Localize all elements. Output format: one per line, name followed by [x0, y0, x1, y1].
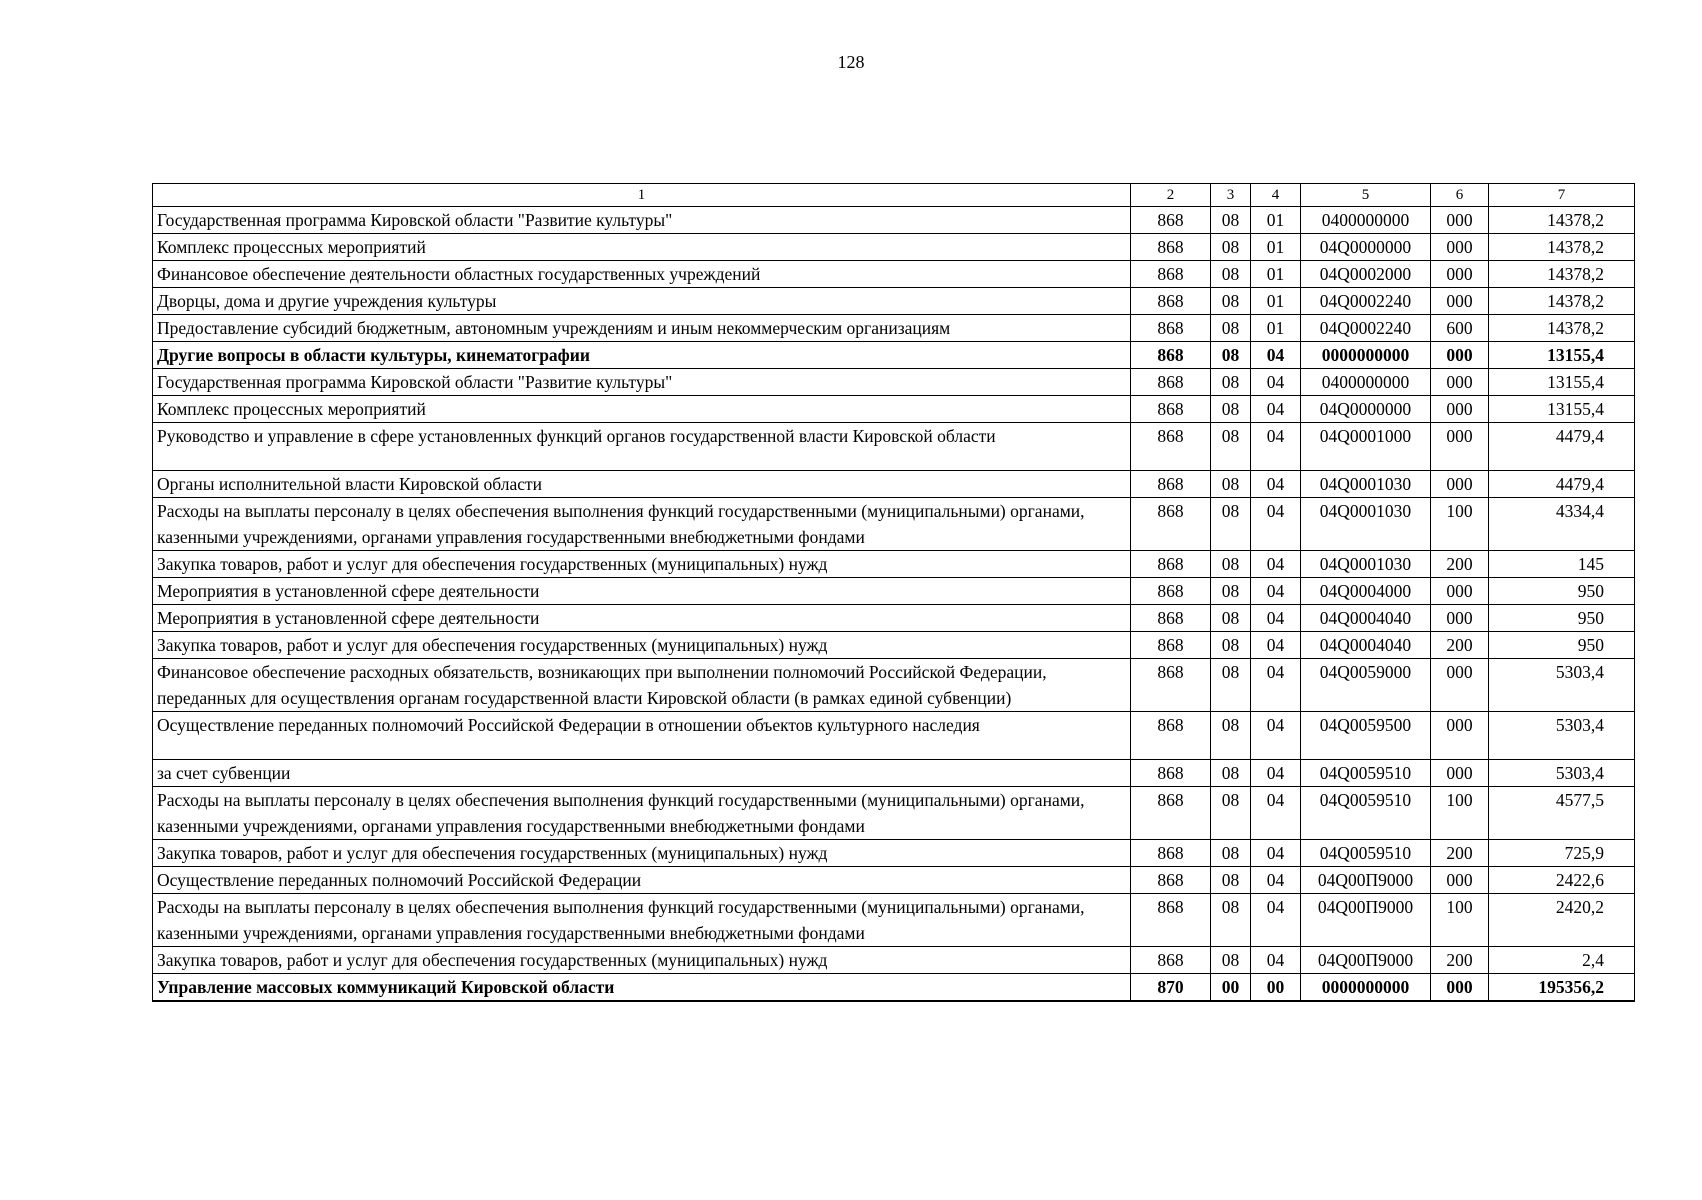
- row-subsection-cell: 04: [1251, 840, 1301, 867]
- row-amount-cell: 2,4: [1489, 947, 1635, 974]
- row-expense-type-cell: 100: [1431, 787, 1489, 840]
- header-cell-amount: 7: [1489, 184, 1635, 207]
- row-ministry-cell: 868: [1131, 578, 1211, 605]
- row-ministry-cell: 868: [1131, 288, 1211, 315]
- row-subsection-cell: 04: [1251, 867, 1301, 894]
- row-name-cell: Расходы на выплаты персоналу в целях обеспечения выполнения функций государственными (муниципальными) органами, казенными учреждениями, органами управления государственными внебюджетными фондами: [153, 498, 1131, 551]
- row-ministry-cell: 868: [1131, 712, 1211, 760]
- row-ministry-cell: 870: [1131, 974, 1211, 1002]
- table-row: [153, 315, 1635, 342]
- table-row: [153, 974, 1635, 1002]
- row-subsection-cell: 04: [1251, 632, 1301, 659]
- row-name-cell: Комплекс процессных мероприятий: [153, 396, 1131, 423]
- table-row: [153, 423, 1635, 471]
- table-row: [153, 947, 1635, 974]
- row-subsection-cell: 04: [1251, 659, 1301, 712]
- row-ministry-cell: 868: [1131, 632, 1211, 659]
- row-target-article-cell: 04Q0001000: [1301, 423, 1431, 471]
- row-ministry-cell: 868: [1131, 894, 1211, 947]
- table-row: [153, 787, 1635, 840]
- row-subsection-cell: 04: [1251, 342, 1301, 369]
- row-amount-cell: 14378,2: [1489, 315, 1635, 342]
- row-amount-cell: 2422,6: [1489, 867, 1635, 894]
- row-section-cell: 08: [1211, 867, 1251, 894]
- row-ministry-cell: 868: [1131, 605, 1211, 632]
- row-section-cell: 08: [1211, 578, 1251, 605]
- row-ministry-cell: 868: [1131, 498, 1211, 551]
- row-ministry-cell: 868: [1131, 207, 1211, 234]
- table-header-row: [153, 184, 1635, 207]
- row-ministry-cell: 868: [1131, 396, 1211, 423]
- row-expense-type-cell: 000: [1431, 760, 1489, 787]
- row-expense-type-cell: 000: [1431, 471, 1489, 498]
- row-amount-cell: 4334,4: [1489, 498, 1635, 551]
- row-target-article-cell: 0400000000: [1301, 207, 1431, 234]
- row-target-article-cell: 04Q0002240: [1301, 288, 1431, 315]
- row-name-cell: Мероприятия в установленной сфере деятельности: [153, 605, 1131, 632]
- row-ministry-cell: 868: [1131, 840, 1211, 867]
- row-expense-type-cell: 000: [1431, 974, 1489, 1002]
- row-target-article-cell: 04Q0059000: [1301, 659, 1431, 712]
- row-subsection-cell: 01: [1251, 288, 1301, 315]
- row-expense-type-cell: 100: [1431, 894, 1489, 947]
- row-subsection-cell: 00: [1251, 974, 1301, 1002]
- row-target-article-cell: 0000000000: [1301, 342, 1431, 369]
- row-expense-type-cell: 600: [1431, 315, 1489, 342]
- row-subsection-cell: 04: [1251, 423, 1301, 471]
- row-section-cell: 08: [1211, 234, 1251, 261]
- row-name-cell: Расходы на выплаты персоналу в целях обеспечения выполнения функций государственными (муниципальными) органами, казенными учреждениями, органами управления государственными внебюджетными фондами: [153, 894, 1131, 947]
- row-amount-cell: 4479,4: [1489, 423, 1635, 471]
- row-section-cell: 08: [1211, 605, 1251, 632]
- row-amount-cell: 13155,4: [1489, 342, 1635, 369]
- row-name-cell: Осуществление переданных полномочий Российской Федерации: [153, 867, 1131, 894]
- row-target-article-cell: 04Q00П9000: [1301, 947, 1431, 974]
- header-cell-target-article: 5: [1301, 184, 1431, 207]
- row-section-cell: 00: [1211, 974, 1251, 1002]
- table-row: [153, 551, 1635, 578]
- table-row: [153, 712, 1635, 760]
- row-expense-type-cell: 000: [1431, 712, 1489, 760]
- row-expense-type-cell: 000: [1431, 867, 1489, 894]
- row-target-article-cell: 04Q0000000: [1301, 234, 1431, 261]
- row-expense-type-cell: 000: [1431, 234, 1489, 261]
- row-amount-cell: 4577,5: [1489, 787, 1635, 840]
- row-target-article-cell: 04Q0004040: [1301, 605, 1431, 632]
- page-number: 128: [837, 52, 865, 72]
- row-expense-type-cell: 200: [1431, 551, 1489, 578]
- row-amount-cell: 14378,2: [1489, 261, 1635, 288]
- row-section-cell: 08: [1211, 632, 1251, 659]
- row-ministry-cell: 868: [1131, 315, 1211, 342]
- row-expense-type-cell: 200: [1431, 632, 1489, 659]
- row-amount-cell: 13155,4: [1489, 396, 1635, 423]
- row-expense-type-cell: 000: [1431, 288, 1489, 315]
- table-row: [153, 342, 1635, 369]
- row-amount-cell: 2420,2: [1489, 894, 1635, 947]
- row-target-article-cell: 04Q0001030: [1301, 498, 1431, 551]
- row-amount-cell: 950: [1489, 578, 1635, 605]
- row-section-cell: 08: [1211, 396, 1251, 423]
- row-target-article-cell: 04Q0059500: [1301, 712, 1431, 760]
- row-section-cell: 08: [1211, 261, 1251, 288]
- row-subsection-cell: 04: [1251, 712, 1301, 760]
- table-row: [153, 207, 1635, 234]
- row-name-cell: Закупка товаров, работ и услуг для обеспечения государственных (муниципальных) нужд: [153, 551, 1131, 578]
- row-expense-type-cell: 000: [1431, 578, 1489, 605]
- row-name-cell: Управление массовых коммуникаций Кировской области: [153, 974, 1131, 1002]
- row-amount-cell: 5303,4: [1489, 659, 1635, 712]
- row-target-article-cell: 04Q00П9000: [1301, 894, 1431, 947]
- row-name-cell: Органы исполнительной власти Кировской области: [153, 471, 1131, 498]
- row-subsection-cell: 04: [1251, 760, 1301, 787]
- row-name-cell: Закупка товаров, работ и услуг для обеспечения государственных (муниципальных) нужд: [153, 632, 1131, 659]
- row-section-cell: 08: [1211, 315, 1251, 342]
- table-row: [153, 498, 1635, 551]
- row-amount-cell: 950: [1489, 632, 1635, 659]
- row-ministry-cell: 868: [1131, 947, 1211, 974]
- row-amount-cell: 195356,2: [1489, 974, 1635, 1002]
- row-name-cell: Государственная программа Кировской области "Развитие культуры": [153, 207, 1131, 234]
- row-subsection-cell: 04: [1251, 605, 1301, 632]
- row-target-article-cell: 04Q0004040: [1301, 632, 1431, 659]
- row-ministry-cell: 868: [1131, 234, 1211, 261]
- row-subsection-cell: 04: [1251, 787, 1301, 840]
- row-section-cell: 08: [1211, 342, 1251, 369]
- table-row: [153, 867, 1635, 894]
- row-amount-cell: 145: [1489, 551, 1635, 578]
- table-row: [153, 396, 1635, 423]
- row-name-cell: Финансовое обеспечение расходных обязательств, возникающих при выполнении полномочий Российской Федерации, переданных для осуществления органам государственной власти Кировской области (в рамках единой субвенции): [153, 659, 1131, 712]
- row-section-cell: 08: [1211, 894, 1251, 947]
- header-cell-subsection: 4: [1251, 184, 1301, 207]
- table-row: [153, 471, 1635, 498]
- row-expense-type-cell: 000: [1431, 396, 1489, 423]
- row-subsection-cell: 01: [1251, 261, 1301, 288]
- row-expense-type-cell: 100: [1431, 498, 1489, 551]
- row-target-article-cell: 04Q0001030: [1301, 471, 1431, 498]
- row-subsection-cell: 04: [1251, 498, 1301, 551]
- row-section-cell: 08: [1211, 288, 1251, 315]
- row-subsection-cell: 04: [1251, 894, 1301, 947]
- row-amount-cell: 14378,2: [1489, 234, 1635, 261]
- row-amount-cell: 13155,4: [1489, 369, 1635, 396]
- row-section-cell: 08: [1211, 207, 1251, 234]
- row-section-cell: 08: [1211, 498, 1251, 551]
- row-section-cell: 08: [1211, 840, 1251, 867]
- row-expense-type-cell: 000: [1431, 342, 1489, 369]
- header-cell-section: 3: [1211, 184, 1251, 207]
- row-section-cell: 08: [1211, 471, 1251, 498]
- header-cell-name: 1: [153, 184, 1131, 207]
- table-row: [153, 760, 1635, 787]
- row-name-cell: Финансовое обеспечение деятельности областных государственных учреждений: [153, 261, 1131, 288]
- row-amount-cell: 4479,4: [1489, 471, 1635, 498]
- row-target-article-cell: 04Q0001030: [1301, 551, 1431, 578]
- row-amount-cell: 725,9: [1489, 840, 1635, 867]
- row-section-cell: 08: [1211, 551, 1251, 578]
- row-target-article-cell: 0000000000: [1301, 974, 1431, 1002]
- table-row: [153, 234, 1635, 261]
- row-subsection-cell: 04: [1251, 396, 1301, 423]
- row-section-cell: 08: [1211, 369, 1251, 396]
- row-amount-cell: 14378,2: [1489, 207, 1635, 234]
- row-expense-type-cell: 000: [1431, 659, 1489, 712]
- row-name-cell: Расходы на выплаты персоналу в целях обеспечения выполнения функций государственными (муниципальными) органами, казенными учреждениями, органами управления государственными внебюджетными фондами: [153, 787, 1131, 840]
- row-name-cell: Осуществление переданных полномочий Российской Федерации в отношении объектов культурного наследия: [153, 712, 1131, 760]
- row-expense-type-cell: 200: [1431, 947, 1489, 974]
- row-amount-cell: 950: [1489, 605, 1635, 632]
- table-row: [153, 605, 1635, 632]
- row-name-cell: Дворцы, дома и другие учреждения культуры: [153, 288, 1131, 315]
- row-section-cell: 08: [1211, 659, 1251, 712]
- table-row: [153, 261, 1635, 288]
- row-section-cell: 08: [1211, 947, 1251, 974]
- row-name-cell: Предоставление субсидий бюджетным, автономным учреждениям и иным некоммерческим организациям: [153, 315, 1131, 342]
- table-row: [153, 369, 1635, 396]
- row-section-cell: 08: [1211, 423, 1251, 471]
- header-cell-ministry: 2: [1131, 184, 1211, 207]
- row-expense-type-cell: 200: [1431, 840, 1489, 867]
- row-name-cell: Мероприятия в установленной сфере деятельности: [153, 578, 1131, 605]
- row-amount-cell: 14378,2: [1489, 288, 1635, 315]
- table-row: [153, 840, 1635, 867]
- row-ministry-cell: 868: [1131, 760, 1211, 787]
- row-expense-type-cell: 000: [1431, 423, 1489, 471]
- row-target-article-cell: 04Q0002240: [1301, 315, 1431, 342]
- header-cell-expense-type: 6: [1431, 184, 1489, 207]
- table-row: [153, 578, 1635, 605]
- row-target-article-cell: 04Q0000000: [1301, 396, 1431, 423]
- row-ministry-cell: 868: [1131, 261, 1211, 288]
- row-subsection-cell: 01: [1251, 207, 1301, 234]
- row-ministry-cell: 868: [1131, 471, 1211, 498]
- row-name-cell: Государственная программа Кировской области "Развитие культуры": [153, 369, 1131, 396]
- table-row: [153, 632, 1635, 659]
- row-amount-cell: 5303,4: [1489, 760, 1635, 787]
- row-name-cell: Закупка товаров, работ и услуг для обеспечения государственных (муниципальных) нужд: [153, 840, 1131, 867]
- row-name-cell: Закупка товаров, работ и услуг для обеспечения государственных (муниципальных) нужд: [153, 947, 1131, 974]
- row-name-cell: Руководство и управление в сфере установленных функций органов государственной власти Кировской области: [153, 423, 1131, 471]
- row-ministry-cell: 868: [1131, 659, 1211, 712]
- row-target-article-cell: 04Q0059510: [1301, 760, 1431, 787]
- row-ministry-cell: 868: [1131, 423, 1211, 471]
- row-expense-type-cell: 000: [1431, 605, 1489, 632]
- row-expense-type-cell: 000: [1431, 207, 1489, 234]
- budget-table: [152, 183, 1635, 1002]
- row-amount-cell: 5303,4: [1489, 712, 1635, 760]
- row-target-article-cell: 0400000000: [1301, 369, 1431, 396]
- row-target-article-cell: 04Q00П9000: [1301, 867, 1431, 894]
- row-ministry-cell: 868: [1131, 551, 1211, 578]
- row-section-cell: 08: [1211, 787, 1251, 840]
- row-subsection-cell: 01: [1251, 234, 1301, 261]
- row-subsection-cell: 01: [1251, 315, 1301, 342]
- row-subsection-cell: 04: [1251, 578, 1301, 605]
- row-subsection-cell: 04: [1251, 551, 1301, 578]
- row-subsection-cell: 04: [1251, 471, 1301, 498]
- table-row: [153, 288, 1635, 315]
- row-subsection-cell: 04: [1251, 947, 1301, 974]
- row-name-cell: за счет субвенции: [153, 760, 1131, 787]
- row-section-cell: 08: [1211, 760, 1251, 787]
- row-name-cell: Комплекс процессных мероприятий: [153, 234, 1131, 261]
- row-target-article-cell: 04Q0002000: [1301, 261, 1431, 288]
- table-row: [153, 894, 1635, 947]
- row-ministry-cell: 868: [1131, 787, 1211, 840]
- table-row: [153, 659, 1635, 712]
- row-target-article-cell: 04Q0004000: [1301, 578, 1431, 605]
- row-ministry-cell: 868: [1131, 369, 1211, 396]
- row-section-cell: 08: [1211, 712, 1251, 760]
- row-ministry-cell: 868: [1131, 867, 1211, 894]
- row-expense-type-cell: 000: [1431, 261, 1489, 288]
- row-subsection-cell: 04: [1251, 369, 1301, 396]
- row-name-cell: Другие вопросы в области культуры, кинематографии: [153, 342, 1131, 369]
- row-target-article-cell: 04Q0059510: [1301, 840, 1431, 867]
- row-ministry-cell: 868: [1131, 342, 1211, 369]
- row-target-article-cell: 04Q0059510: [1301, 787, 1431, 840]
- row-expense-type-cell: 000: [1431, 369, 1489, 396]
